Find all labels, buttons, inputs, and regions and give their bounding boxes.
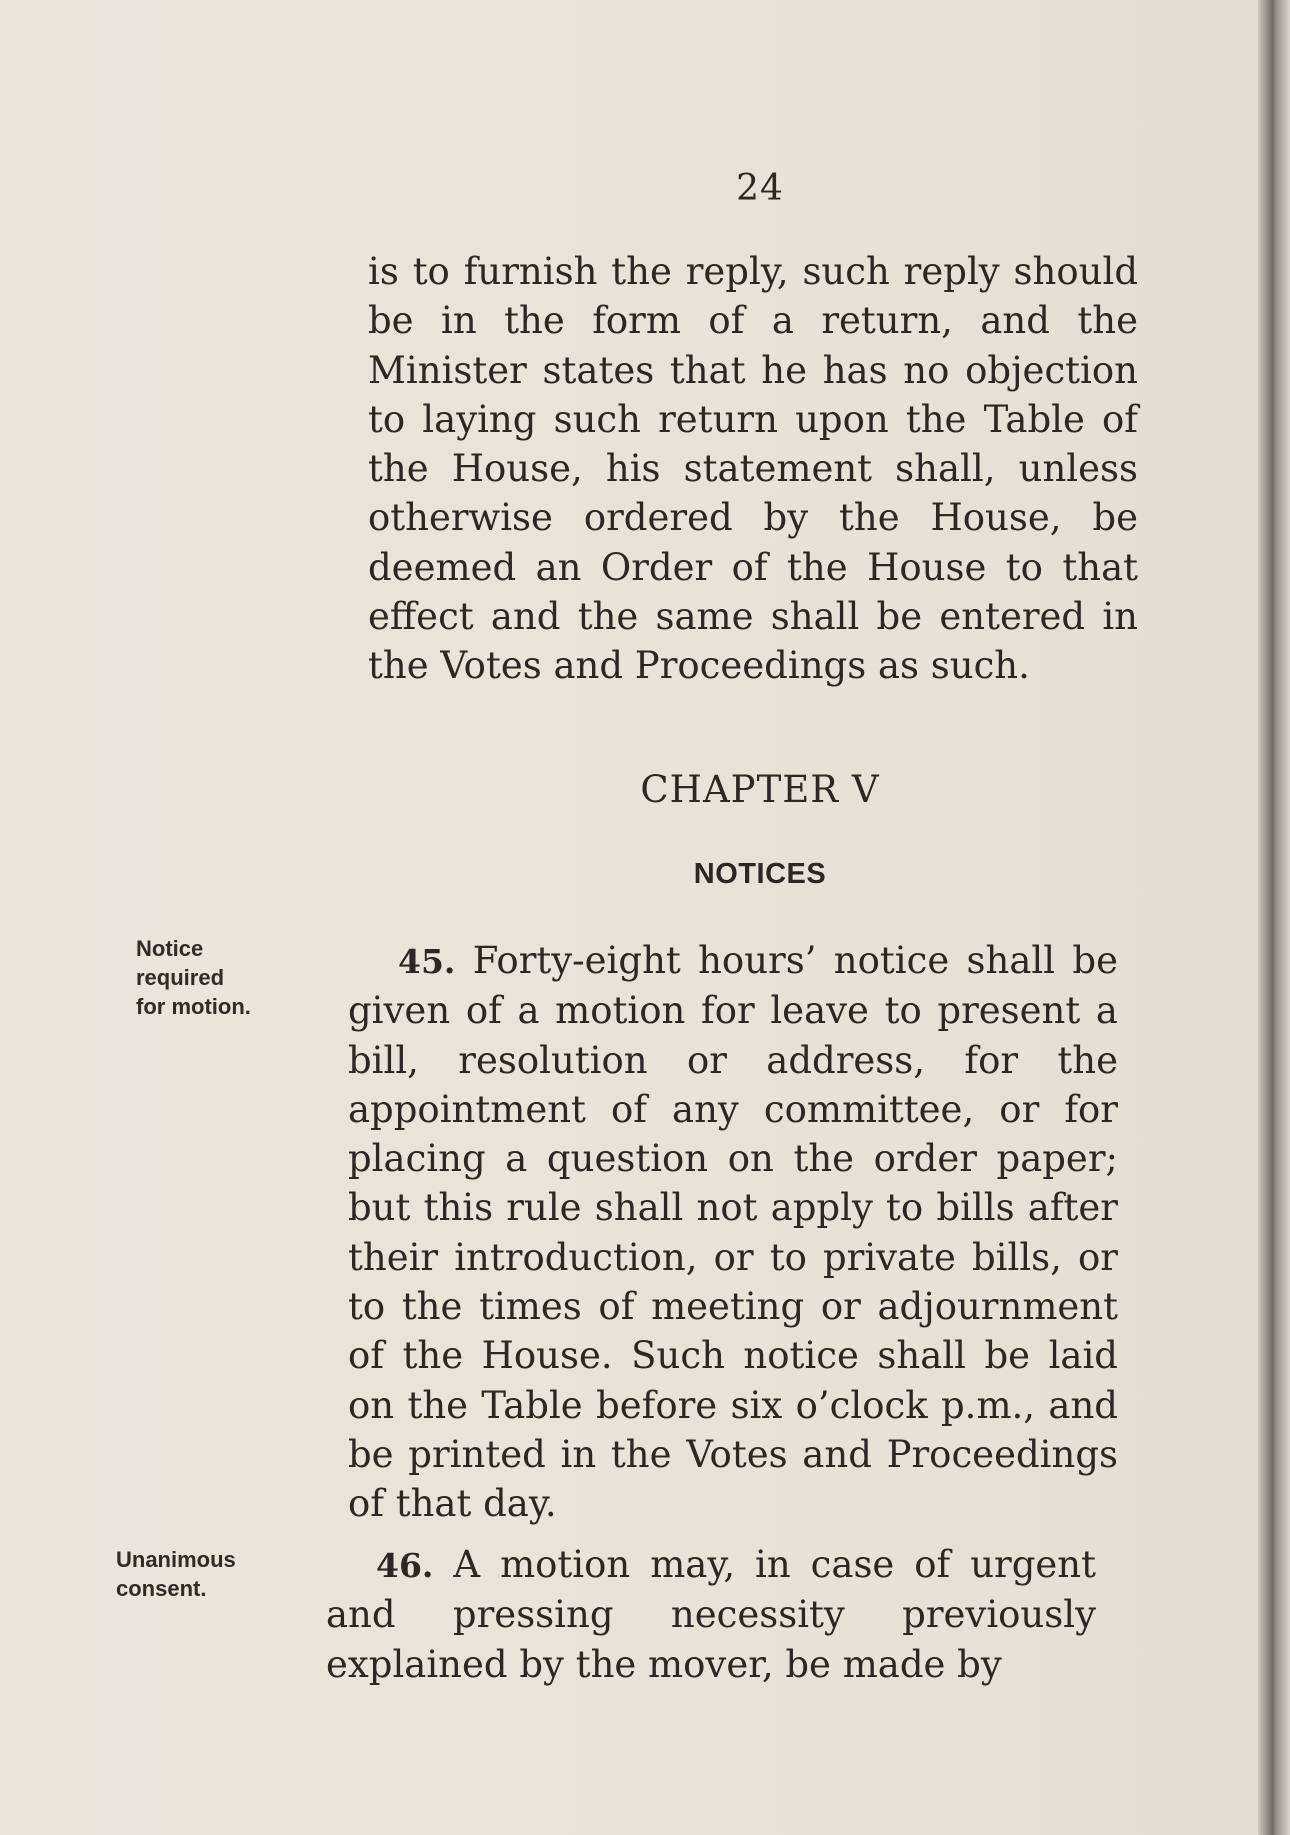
section-heading: NOTICES: [693, 858, 827, 890]
margin-note-line: Unanimous: [116, 1547, 236, 1572]
rule-text: A motion may, in case of urgent and pressing necessity previously explained by the mover, be made by: [326, 1543, 1097, 1686]
margin-note-line: Notice: [136, 936, 204, 961]
continuation-paragraph: is to furnish the reply, such reply should be in the form of a return, and the Minister states that he has no objection to laying such return upon the Table of the House, his statement shall, unless otherwise ordered by the House, be deemed an Order of the House to that effect and the same shall be entered in the Votes and Proceedings as such.: [368, 250, 1138, 688]
margin-note-rule-46: [116, 1545, 316, 1603]
margin-note-line: for motion.: [136, 994, 251, 1019]
book-spine: [1258, 0, 1290, 1835]
chapter-heading: CHAPTER V: [640, 768, 880, 811]
margin-note-line: consent.: [116, 1576, 207, 1601]
rule-number: 45.: [398, 942, 456, 981]
margin-note-rule-45: [136, 934, 316, 1021]
rule-text: Forty-eight hours’ notice shall be given of a motion for leave to present a bill, resolution or address, for the appointment of any committee, or for placing a question on the order paper; but this rule shall not apply to bills after their introduction, or to private bills, or to the times of meeting or adjournment of the House. Such notice shall be laid on the Table before six o’clock p.m., and be printed in the Votes and Proceedings of that day.: [348, 939, 1119, 1526]
rule-45-paragraph: [348, 936, 1118, 1529]
rule-46-paragraph: [326, 1540, 1096, 1689]
rule-number: 46.: [376, 1546, 434, 1585]
page-number: 24: [736, 168, 784, 209]
margin-note-line: required: [136, 965, 225, 990]
